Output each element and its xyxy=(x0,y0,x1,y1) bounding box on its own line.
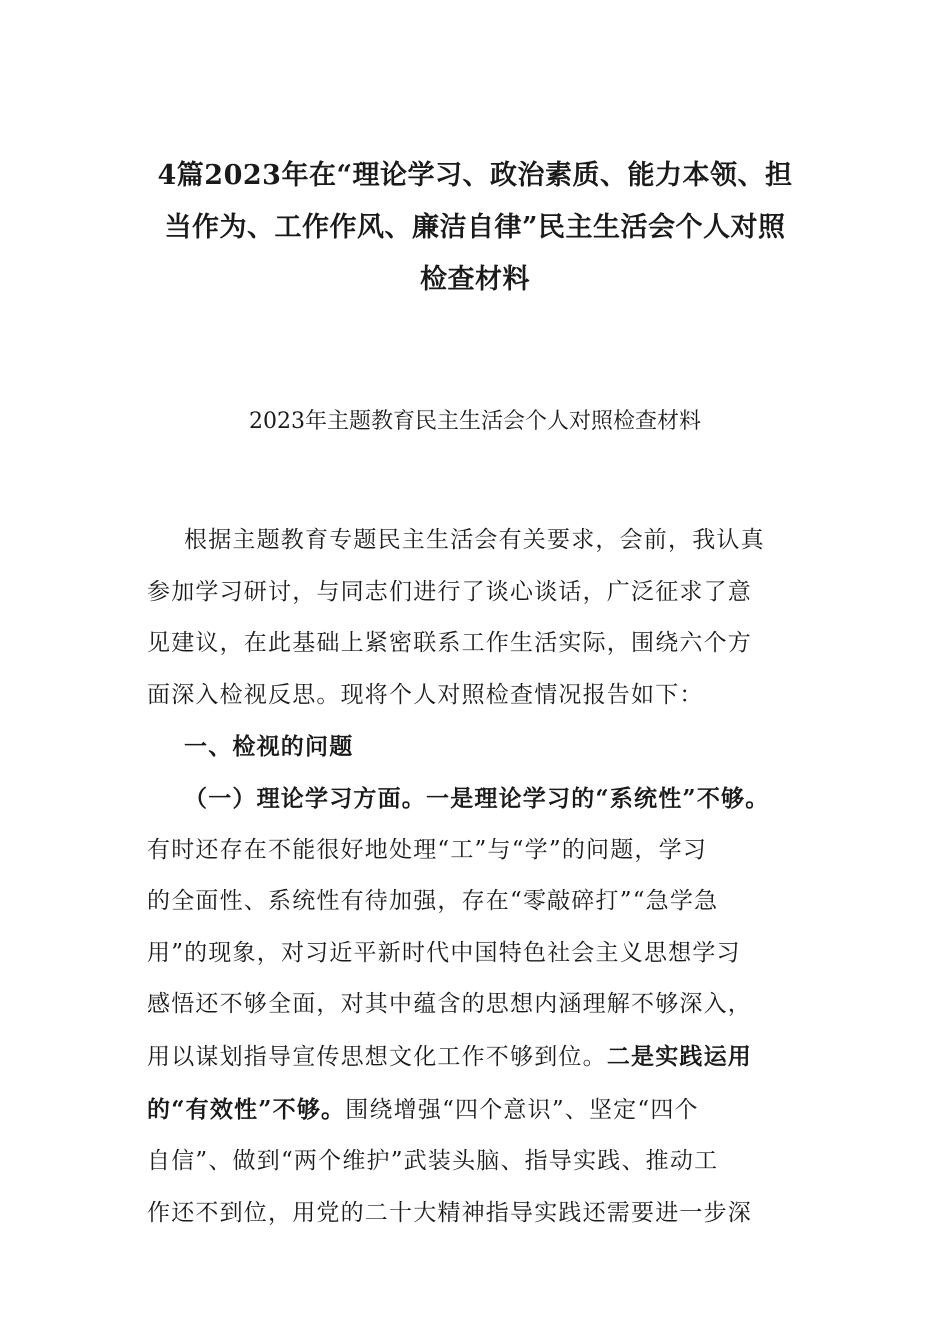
document-body xyxy=(147,515,827,1239)
body-line: 参加学习研讨，与同志们进行了谈心谈话，广泛征求了意 xyxy=(147,578,752,605)
body-line: 根据主题教育专题民主生活会有关要求，会前，我认真 xyxy=(184,527,765,553)
body-text: 用以谋划指导宣传思想文化工作不够到位。 xyxy=(147,1043,607,1070)
body-line xyxy=(147,1031,827,1084)
bold-phrase: 二是实践运用 xyxy=(606,1042,753,1070)
body-text: 围绕增强“四个意识”、坚定“四个 xyxy=(345,1096,699,1123)
title-line: 检查材料 xyxy=(420,264,530,295)
title-line: 当作为、工作作风、廉洁自律”民主生活会个人对照 xyxy=(164,212,786,243)
bold-phrase: 的“有效性”不够。 xyxy=(147,1095,346,1123)
body-line xyxy=(147,1084,827,1137)
body-line: 的全面性、系统性有待加强，存在“零敲碎打”“急学急 xyxy=(147,888,719,915)
body-line: 自信”、做到“两个维护”武装头脑、指导实践、推动工 xyxy=(147,1148,719,1175)
body-line: 作还不到位，用党的二十大精神指导实践还需要进一步深 xyxy=(147,1199,752,1226)
subsection-heading: （一）理论学习方面。一是理论学习的“系统性”不够。 xyxy=(184,784,770,812)
document-subtitle: 2023年主题教育民主生活会个人对照检查材料 xyxy=(249,409,701,434)
body-line: 感悟还不够全面，对其中蕴含的思想内涵理解不够深入， xyxy=(147,991,752,1018)
body-line: 面深入检视反思。现将个人对照检查情况报告如下： xyxy=(147,681,704,708)
body-line: 有时还存在不能很好地处理“工”与“学”的问题，学习 xyxy=(147,836,708,863)
body-line: 见建议，在此基础上紧密联系工作生活实际，围绕六个方 xyxy=(147,630,752,657)
body-line: 用”的现象，对习近平新时代中国特色社会主义思想学习 xyxy=(147,939,741,966)
section-heading: 一、检视的问题 xyxy=(184,733,354,761)
title-line: 4篇2023年在“理论学习、政治素质、能力本领、担 xyxy=(157,160,793,191)
document-title xyxy=(140,150,810,306)
